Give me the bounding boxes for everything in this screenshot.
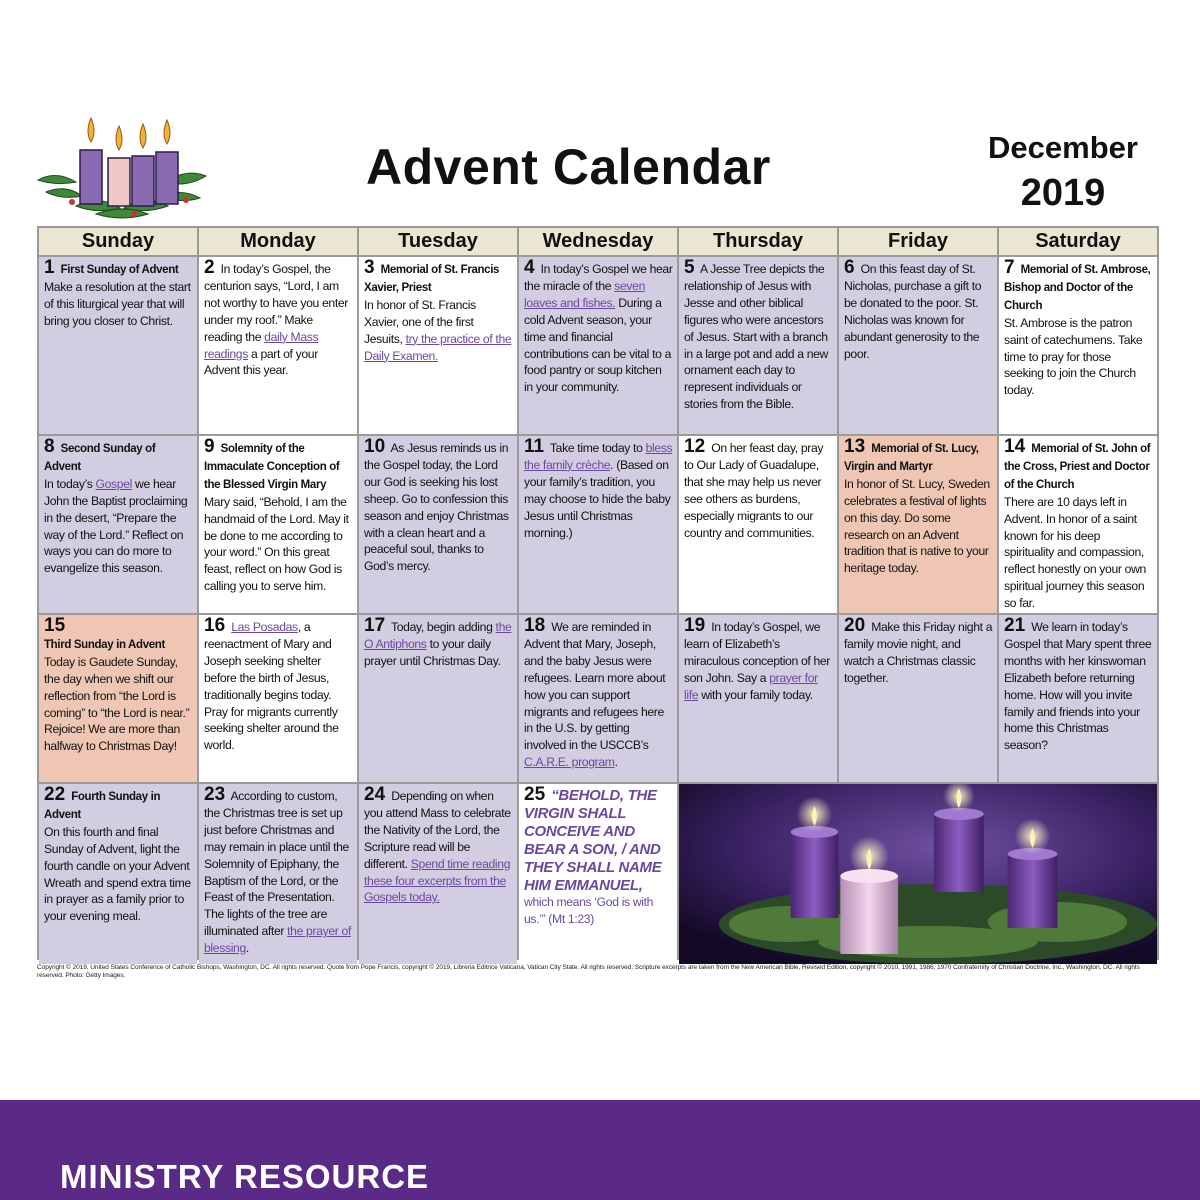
day-text: In honor of St. Lucy, Sweden celebrates a festival of lights on this day. Do some research on an Advent tradition that is native to your heritage today. [844,476,990,576]
day-number: 12 [684,436,706,457]
day-number: 9 [204,436,215,457]
weekday-tuesday: Tuesday [359,228,517,255]
scripture-quote: “BEHOLD, THE VIRGIN SHALL CONCEIVE AND BEAR A SON, / AND THEY SHALL NAME HIM EMMANUEL, [524,787,662,894]
year-label: 2019 [1020,172,1106,214]
day-cell-1 [39,257,197,434]
banner-label: MINISTRY RESOURCE [60,1158,430,1195]
calendar-grid [37,226,1159,960]
day-text: to your daily prayer until Christmas Day. [364,636,501,668]
day-heading: Memorial of St. Francis Xavier, Priest [364,264,500,294]
day-heading: Solemnity of the Immaculate Conception of the Blessed Virgin Mary [204,443,340,491]
month-label: December [988,130,1138,165]
day-text: . [614,755,618,770]
day-text: Make a resolution at the start of this liturgical year that will bring you closer to Christ. [44,279,191,328]
day-number: 3 [364,257,375,278]
day-cell-15 [39,615,197,782]
weekday-saturday: Saturday [999,228,1157,255]
day-number: 6 [844,257,855,278]
day-cell-12 [679,436,837,613]
day-cell-11 [519,436,677,613]
day-cell-16 [199,615,357,782]
weekday-sunday: Sunday [39,228,197,255]
day-text: Today is Gaudete Sunday, the day when we shift our reflection from “the Lord is coming” to “the Lord is near.” Rejoice! We are more than halfway to Christmas Day! [44,654,190,754]
daily-examen-link[interactable]: try the practice of the Daily Examen. [364,331,512,363]
day-text: . (Based on your family’s tradition, you may choose to hide the baby Jesus until Christmas morning.) [524,457,671,540]
day-text: As Jesus reminds us in the Gospel today, the Lord our God is seeking his lost sheep. Go to confession this season and enjoy Christmas with a clean heart and a peaceful soul, thanks to God’s mercy. [364,441,509,574]
day-number: 15 [44,615,66,636]
day-cell-18 [519,615,677,782]
copyright-notice: Copyright © 2019, United States Conference of Catholic Bishops, Washington, DC. All rights reserved. Quote from Pope Francis, copyright © 2019, Libreria Editrice Vaticana, Vatican City State. All rights reserved. Scripture excerpts are taken from the New American Bible, Revised Edition, copyright © 2010, 1991, 1986, 1970 Confraternity of Christian Doctrine, Inc., Washington, DC. All rights reserved. Photo: Getty Images. [37,964,1140,979]
day-text: Take time today to [549,441,646,455]
day-text: Mary said, “Behold, I am the handmaid of the Lord. May it be done to me according to your word.” On this great feast, reflect on how God is calling you to serve him. [204,494,349,594]
day-text: Depending on when you attend Mass to celebrate the Nativity of the Lord, the Scripture read will be different. [364,789,511,871]
day-cell-9 [199,436,357,613]
day-text: In today’s Gospel, we learn of Elizabeth’s miraculous conception of her son John. Say a [684,620,831,685]
day-cell-3 [359,257,517,434]
day-cell-17 [359,615,517,782]
gospel-excerpts-link[interactable]: Spend time reading these four excerpts from the Gospels today. [364,856,511,905]
day-text: . [245,941,249,956]
day-number: 4 [524,257,535,278]
candles-photo-icon [679,784,1157,964]
day-cell-25 [519,784,677,964]
day-text: with your family today. [698,687,813,702]
day-cell-20 [839,615,997,782]
day-text: During a cold Advent season, your time and financial contributions can be vital to a food pantry or soup kitchen in your community. [524,295,672,395]
day-text: we hear John the Baptist proclaiming in the desert, “Prepare the way of the Lord.” Reflect on ways you can do more to evangelize this season. [44,476,188,576]
day-text: On her feast day, pray to Our Lady of Guadalupe, that she may help us never see others as burdens, especially migrants to our country and communities. [684,441,824,540]
scripture-citation: which means ‘God is with us.’” (Mt 1:23) [524,895,654,927]
day-text: There are 10 days left in Advent. In honor of a saint known for his deep spirituality and compassion, reflect honestly on your own spiritual journey this season so far. [1004,494,1146,611]
day-number: 25 [524,784,546,805]
day-number: 11 [524,436,545,457]
day-number: 10 [364,436,386,457]
day-number: 2 [204,257,215,278]
day-heading: Third Sunday in Advent [44,638,165,651]
ministry-resource-banner [0,1100,1200,1200]
day-text: On this feast day of St. Nicholas, purchase a gift to be donated to the poor. St. Nicholas was known for abundant generosity to the poor. [844,262,982,361]
advent-wreath-photo [679,784,1157,964]
day-number: 21 [1004,615,1026,636]
day-number: 22 [44,784,66,805]
day-text: In honor of St. Francis Xavier, one of the first Jesuits, [364,297,476,346]
prayer-for-life-link[interactable]: prayer for life [684,670,818,702]
day-text: We are reminded in Advent that Mary, Joseph, and the baby Jesus were refugees. Learn more about how you can support migrants and refugees here in the U.S. by getting involved in the USCCB’s [524,620,666,753]
o-antiphons-link[interactable]: the O Antiphons [364,620,512,651]
day-text: On this fourth and final Sunday of Advent, light the fourth candle on your Advent Wreath and spend extra time in prayer as a family prior to your evening meal. [44,824,191,924]
day-heading: Fourth Sunday in Advent [44,791,161,821]
day-text: a part of your Advent this year. [204,346,318,378]
day-number: 17 [364,615,386,636]
day-cell-22 [39,784,197,964]
day-cell-4 [519,257,677,434]
day-text: , a reenactment of Mary and Joseph seeking shelter before the birth of Jesus, traditionally begins today. Pray for migrants currently seeking shelter around the world. [204,620,339,753]
page-title: Advent Calendar [366,139,771,195]
loaves-and-fishes-link[interactable]: seven loaves and fishes. [524,278,646,310]
day-number: 18 [524,615,546,636]
day-cell-5 [679,257,837,434]
day-text: According to custom, the Christmas tree is set up just before Christmas and may remain in place until the Solemnity of Epiphany, the Baptism of the Lord, or the Feast of the Presentation. The lights of the tree are illuminated after [204,789,349,939]
day-text: Today, begin adding [390,620,496,634]
day-number: 24 [364,784,386,805]
day-cell-19 [679,615,837,782]
day-cell-7 [999,257,1157,434]
day-text: St. Ambrose is the patron saint of catechumens. Take time to pray for those seeking to join the Church today. [1004,315,1143,398]
day-number: 7 [1004,257,1015,278]
day-number: 20 [844,615,866,636]
prayer-of-blessing-link[interactable]: the prayer of blessing [204,924,351,956]
care-program-link[interactable]: C.A.R.E. program [524,755,615,770]
daily-mass-readings-link[interactable]: daily Mass readings [204,329,319,361]
day-heading: Second Sunday of Advent [44,443,156,473]
day-cell-14 [999,436,1157,613]
advent-wreath-logo-icon [36,110,208,228]
day-text: In today’s Gospel we hear the miracle of the [524,262,673,293]
day-number: 16 [204,615,226,636]
day-cell-13 [839,436,997,613]
day-cell-23 [199,784,357,964]
day-number: 1 [44,257,55,278]
weekday-wednesday: Wednesday [519,228,677,255]
weekday-friday: Friday [839,228,997,255]
day-number: 23 [204,784,226,805]
day-text: We learn in today’s Gospel that Mary spent three months with her kinswoman Elizabeth before returning home. How will you invite family and friends into your home this Christmas season? [1004,620,1152,753]
day-heading: Memorial of St. John of the Cross, Priest and Doctor of the Church [1004,443,1151,491]
day-cell-6 [839,257,997,434]
bless-creche-link[interactable]: bless the family crèche [524,441,673,472]
day-text: In today’s [44,476,96,491]
weekday-thursday: Thursday [679,228,837,255]
day-cell-21 [999,615,1157,782]
day-heading: Memorial of St. Ambrose, Bishop and Doctor of the Church [1004,264,1151,312]
day-cell-24 [359,784,517,964]
day-number: 5 [684,257,695,278]
day-number: 8 [44,436,55,457]
weekday-monday: Monday [199,228,357,255]
day-heading: Memorial of St. Lucy, Virgin and Martyr [844,443,979,473]
day-cell-10 [359,436,517,613]
day-text: In today’s Gospel, the centurion says, “Lord, I am not worthy to have you enter under my roof.” Make reading the [204,262,348,344]
day-cell-8 [39,436,197,613]
gospel-link[interactable]: Gospel [95,476,132,491]
day-number: 14 [1004,436,1026,457]
day-text: A Jesse Tree depicts the relationship of Jesus with Jesse and other biblical figures who were ancestors of Jesus. Start with a branch in a large pot and add a new ornament each day to represent individuals or stories from the Bible. [684,262,829,412]
day-heading: First Sunday of Advent [60,264,179,276]
las-posadas-link[interactable]: Las Posadas [231,620,298,634]
day-number: 13 [844,436,866,457]
day-cell-2 [199,257,357,434]
day-text: Make this Friday night a family movie night, and watch a Christmas classic together. [844,620,993,685]
day-number: 19 [684,615,706,636]
